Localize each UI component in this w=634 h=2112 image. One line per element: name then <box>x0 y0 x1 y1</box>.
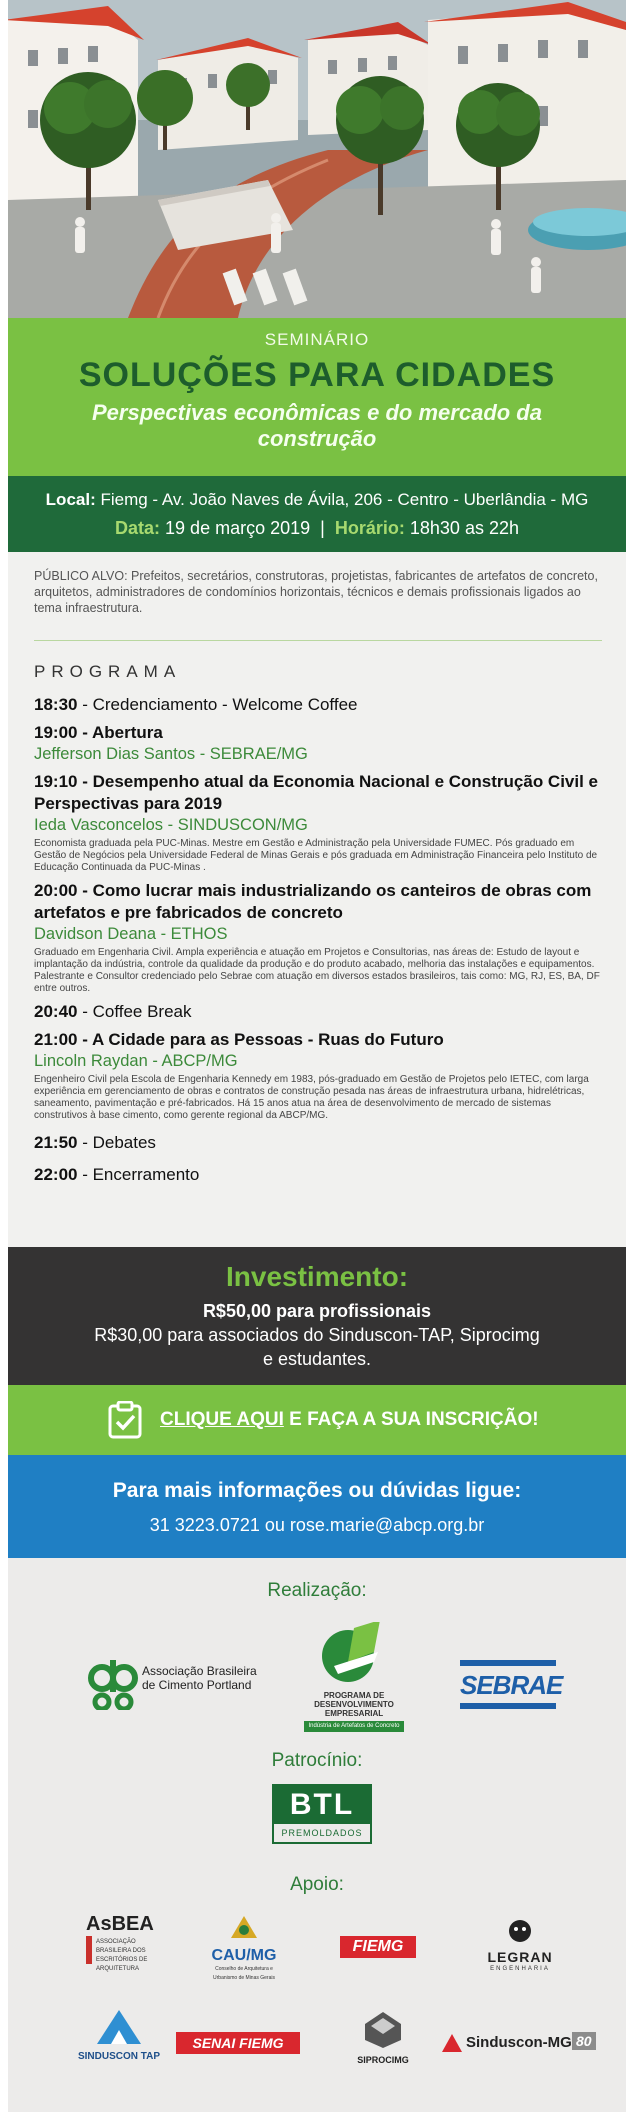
programa-sub: Indústria de Artefatos de Concreto <box>304 1721 404 1732</box>
fiemg-logo <box>340 1936 416 1958</box>
program-item <box>34 1132 602 1154</box>
program-item <box>34 880 602 995</box>
contact-section <box>8 1455 626 1558</box>
realizacao-label: Realização: <box>267 1580 367 1601</box>
patrocinio-label: Patrocínio: <box>271 1750 363 1771</box>
register-rest: E FAÇA A SUA INSCRIÇÃO! <box>283 1409 539 1430</box>
program-item <box>34 694 602 716</box>
date-value: 19 de março 2019 <box>165 518 311 538</box>
program-title: - Encerramento <box>77 1165 200 1184</box>
sinduscon-mg-anniversary: 80 <box>572 2032 596 2050</box>
apoio-label: Apoio: <box>290 1874 344 1895</box>
program-speaker: Ieda Vasconcelos - SINDUSCON/MG <box>34 816 308 834</box>
program-item <box>34 722 602 765</box>
fiemg-name: FIEMG <box>352 1938 404 1955</box>
date-time-line <box>8 518 626 539</box>
register-text <box>160 1409 539 1431</box>
time-label: Horário: <box>334 518 405 538</box>
separator: | <box>320 518 325 538</box>
program-title: - Coffee Break <box>77 1002 192 1021</box>
sinduscon-mg-name: Sinduscon-MG <box>466 2034 572 2051</box>
speaker-bio: Graduado em Engenharia Civil. Ampla experiência e atuação em Projetos e Consultorias, nas áreas de: Estudo de layout e implantação da indústria, controle da qualidade da produção e do produto acabado, melhoria das instalações e equipamentos. Palestrante e Consultor credenciado pelo Sebrae com atuação em diversos estados brasileiros, tais como: MG, RJ, ES, BA, DF entre outros. <box>34 947 600 994</box>
sinduscon-tap-name: SINDUSCON TAP <box>77 2051 161 2062</box>
sinduscon-mg-logo <box>440 2032 598 2058</box>
program-section <box>8 552 626 1247</box>
contact-details[interactable]: 31 3223.0721 ou rose.marie@abcp.org.br <box>149 1515 485 1535</box>
program-time: 20:40 <box>34 1002 78 1021</box>
price-line: e estudantes. <box>262 1349 372 1369</box>
location-label: Local: <box>45 490 96 509</box>
btl-logo <box>272 1784 372 1844</box>
contact-title: Para mais informações ou dúvidas ligue: <box>112 1479 522 1502</box>
senai-name: SENAI FIEMG <box>192 2035 284 2051</box>
programa-logo <box>304 1622 404 1732</box>
senai-logo <box>176 2032 300 2054</box>
pricing-title: Investimento: <box>225 1261 409 1292</box>
program-time: 21:00 <box>34 1030 78 1049</box>
siprocimg-logo <box>348 2010 418 2074</box>
programa-label: PROGRAMA DE DESENVOLVIMENTO EMPRESARIAL <box>314 1691 394 1718</box>
program-title: - A Cidade para as Pessoas - Ruas do Futuro <box>77 1030 444 1049</box>
title-band <box>8 318 626 476</box>
program-title: - Debates <box>77 1133 156 1152</box>
time-value: 18h30 as 22h <box>409 518 519 538</box>
sebrae-logo <box>460 1660 570 1708</box>
divider <box>34 640 602 641</box>
event-info-band <box>8 476 626 552</box>
cau-sub: Conselho de Arquitetura e Urbanismo de Minas Gerais <box>213 1966 275 1981</box>
price-professionals: R$50,00 para profissionais <box>202 1301 432 1321</box>
program-speaker: Jefferson Dias Santos - SEBRAE/MG <box>34 745 308 763</box>
program-item <box>34 1029 602 1122</box>
location-line <box>8 490 626 510</box>
sponsors-section <box>8 1558 626 2112</box>
program-list <box>34 694 602 1192</box>
program-time: 18:30 <box>34 695 78 714</box>
register-cta[interactable] <box>8 1385 626 1455</box>
abcp-logo <box>88 1654 288 1714</box>
hero-illustration <box>8 0 626 318</box>
program-item <box>34 771 602 874</box>
page-subtitle: Perspectivas econômicas e do mercado da construção <box>92 400 542 451</box>
abcp-name: Associação Brasileira de Cimento Portland <box>142 1664 257 1692</box>
price-line: R$30,00 para associados do Sinduscon-TAP, Siprocimg <box>94 1325 540 1345</box>
program-time: 22:00 <box>34 1165 78 1184</box>
legran-name: LEGRAN <box>487 1949 553 1965</box>
date-label: Data: <box>115 518 161 538</box>
cau-name: CAU/MG <box>211 1947 277 1964</box>
program-title: - Abertura <box>77 723 163 742</box>
program-time: 19:00 <box>34 723 78 742</box>
target-audience: PÚBLICO ALVO: Prefeitos, secretários, construtoras, projetistas, fabricantes de artefatos de concreto, arquitetos, administradores de condomínios horizontais, técnicos e demais profissionais ligados ao tema infraestrutura. <box>34 569 598 615</box>
asbea-name: AsBEA <box>86 1913 154 1935</box>
legran-sub: ENGENHARIA <box>490 1966 550 1972</box>
speaker-bio: Economista graduada pela PUC-Minas. Mestre em Gestão e Administração pela Universidade FUMEC. Pós graduado em Gestão de Negócios pela Universidade Federal de Minas Gerais e pós graduada em Administração Financeira pelo Instituto de Educação Continuada da PUC-Minas . <box>34 838 598 873</box>
cau-logo <box>204 1914 284 1981</box>
btl-name: BTL <box>274 1786 370 1824</box>
program-time: 21:50 <box>34 1133 78 1152</box>
btl-sub: PREMOLDADOS <box>281 1828 363 1838</box>
program-item <box>34 1164 602 1186</box>
clipboard-check-icon <box>108 1401 142 1439</box>
program-time: 20:00 <box>34 881 78 900</box>
program-speaker: Davidson Deana - ETHOS <box>34 925 228 943</box>
asbea-sub: ASSOCIAÇÃO BRASILEIRA DOS ESCRITÓRIOS DE ARQUITETURA <box>96 1939 148 1972</box>
program-title: - Credenciamento - Welcome Coffee <box>77 695 358 714</box>
program-title: - Como lucrar mais industrializando os canteiros de obras com artefatos e pre fabricados de concreto <box>34 881 592 922</box>
asbea-logo <box>86 1914 156 1976</box>
event-eyebrow: SEMINÁRIO <box>264 330 370 349</box>
page-title: SOLUÇÕES PARA CIDADES <box>78 356 556 394</box>
pricing-section <box>8 1247 626 1385</box>
program-title: - Desempenho atual da Economia Nacional e Construção Civil e Perspectivas para 2019 <box>34 772 599 813</box>
sinduscon-tap-logo <box>74 2006 164 2072</box>
program-time: 19:10 <box>34 772 78 791</box>
program-item <box>34 1001 602 1023</box>
price-line <box>8 1301 626 1322</box>
legran-logo <box>480 1918 560 1976</box>
speaker-bio: Engenheiro Civil pela Escola de Engenharia Kennedy em 1983, pós-graduado em Gestão de Projetos pelo IETEC, com larga experiência em gerenciamento de obras e contratos de construção pesada nas áreas de infraestrutura urbana, hidrelétricas, saneamento, pavimentação e pré-fabricados. Há 15 anos atua na área de desenvolvimento de mercado de sistemas construtivos à base cimento, como gerente regional da ABCP/MG. <box>34 1074 589 1121</box>
program-speaker: Lincoln Raydan - ABCP/MG <box>34 1052 238 1070</box>
register-link[interactable]: CLIQUE AQUI <box>160 1409 284 1430</box>
siprocimg-name: SIPROCIMG <box>357 2055 409 2065</box>
location-value: Fiemg - Av. João Naves de Ávila, 206 - Centro - Uberlândia - MG <box>100 490 589 509</box>
sebrae-name: SEBRAE <box>460 1670 563 1700</box>
program-heading: PROGRAMA <box>34 662 182 681</box>
